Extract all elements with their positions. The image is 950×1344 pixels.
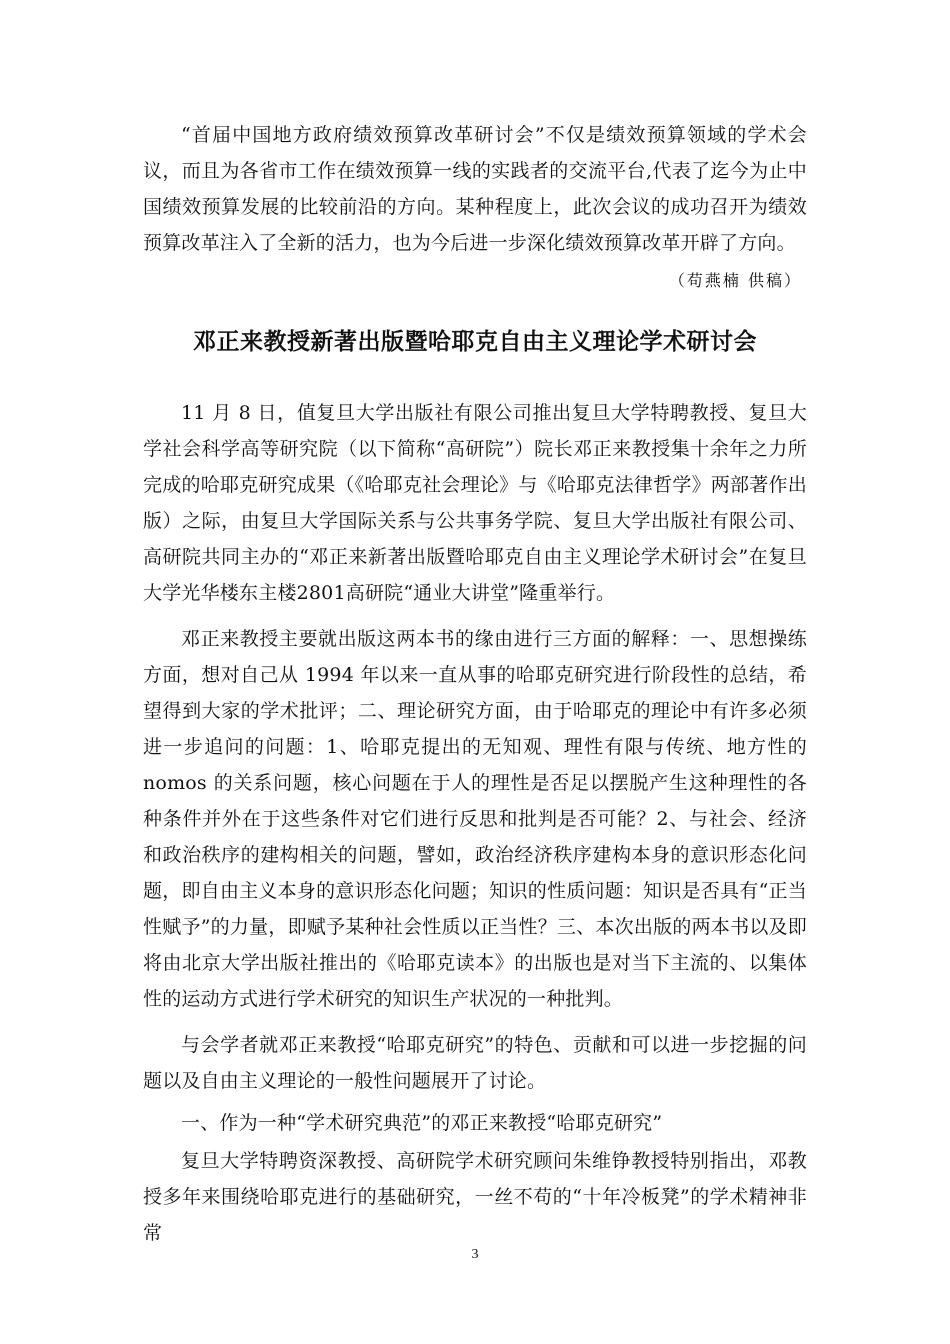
paragraph-event-intro: 11 月 8 日，值复旦大学出版社有限公司推出复旦大学特聘教授、复旦大学社会科学高等研究院（以下简称“高研院”）院长邓正来教授集十余年之力所完成的哈耶克研究成果（《哈耶克社会理论》与《哈耶克法律哲学》两部著作出版）之际，由复旦大学国际关系与公共事务学院、复旦大学出版社有限公司、高研院共同主办的“邓正来新著出版暨哈耶克自由主义理论学术研讨会”在复旦大学光华楼东主楼2801高研院“通业大讲堂”隆重举行。 <box>143 402 807 604</box>
contributor-credit: （苟燕楠 供稿） <box>668 271 802 290</box>
intro-paragraph: “首届中国地方政府绩效预算改革研讨会”不仅是绩效预算领域的学术会议，而且为各省市工作在绩效预算一线的实践者的交流平台,代表了迄今为止中国绩效预算发展的比较前沿的方向。某种程度上，此次会议的成功召开为绩效预算改革注入了全新的活力，也为今后进一步深化绩效预算改革开辟了方向。 <box>143 124 807 254</box>
page-number: 3 <box>471 1247 479 1262</box>
article-title: 邓正来教授新著出版暨哈耶克自由主义理论学术研讨会 <box>193 329 757 355</box>
paragraph-discussion: 与会学者就邓正来教授“哈耶克研究”的特色、贡献和可以进一步挖掘的问题以及自由主义理论的一般性问题展开了讨论。 <box>143 1034 807 1092</box>
section-heading-one: 一、作为一种“学术研究典范”的邓正来教授“哈耶克研究” <box>181 1112 663 1134</box>
paragraph-author-explanation: 邓正来教授主要就出版这两本书的缘由进行三方面的解释：一、思想操练方面，想对自己从 1994 年以来一直从事的哈耶克研究进行阶段性的总结，希望得到大家的学术批评；二、理论研究方面，由于哈耶克的理论中有许多必须进一步追问的问题：1、哈耶克提出的无知观、理性有限与传统、地方性的 nomos 的关系问题，核心问题在于人的理性是否足以摆脱产生这种理性的各种条件并外在于这些条件对它们进行反思和批判是否可能？2、与社会、经济和政治秩序的建构相关的问题，譬如，政治经济秩序建构本身的意识形态化问题，即自由主义本身的意识形态化问题；知识的性质问题：知识是否具有“正当性赋予”的力量，即赋予某种社会性质以正当性？三、本次出版的两本书以及即将由北京大学出版社推出的《哈耶克读本》的出版也是对当下主流的、以集体性的运动方式进行学术研究的知识生产状况的一种批判。 <box>143 628 807 1010</box>
paragraph-zhu-weizheng: 复旦大学特聘资深教授、高研院学术研究顾问朱维铮教授特别指出，邓教授多年来围绕哈耶克进行的基础研究，一丝不苟的“十年冷板凳”的学术精神非常 <box>143 1150 807 1244</box>
